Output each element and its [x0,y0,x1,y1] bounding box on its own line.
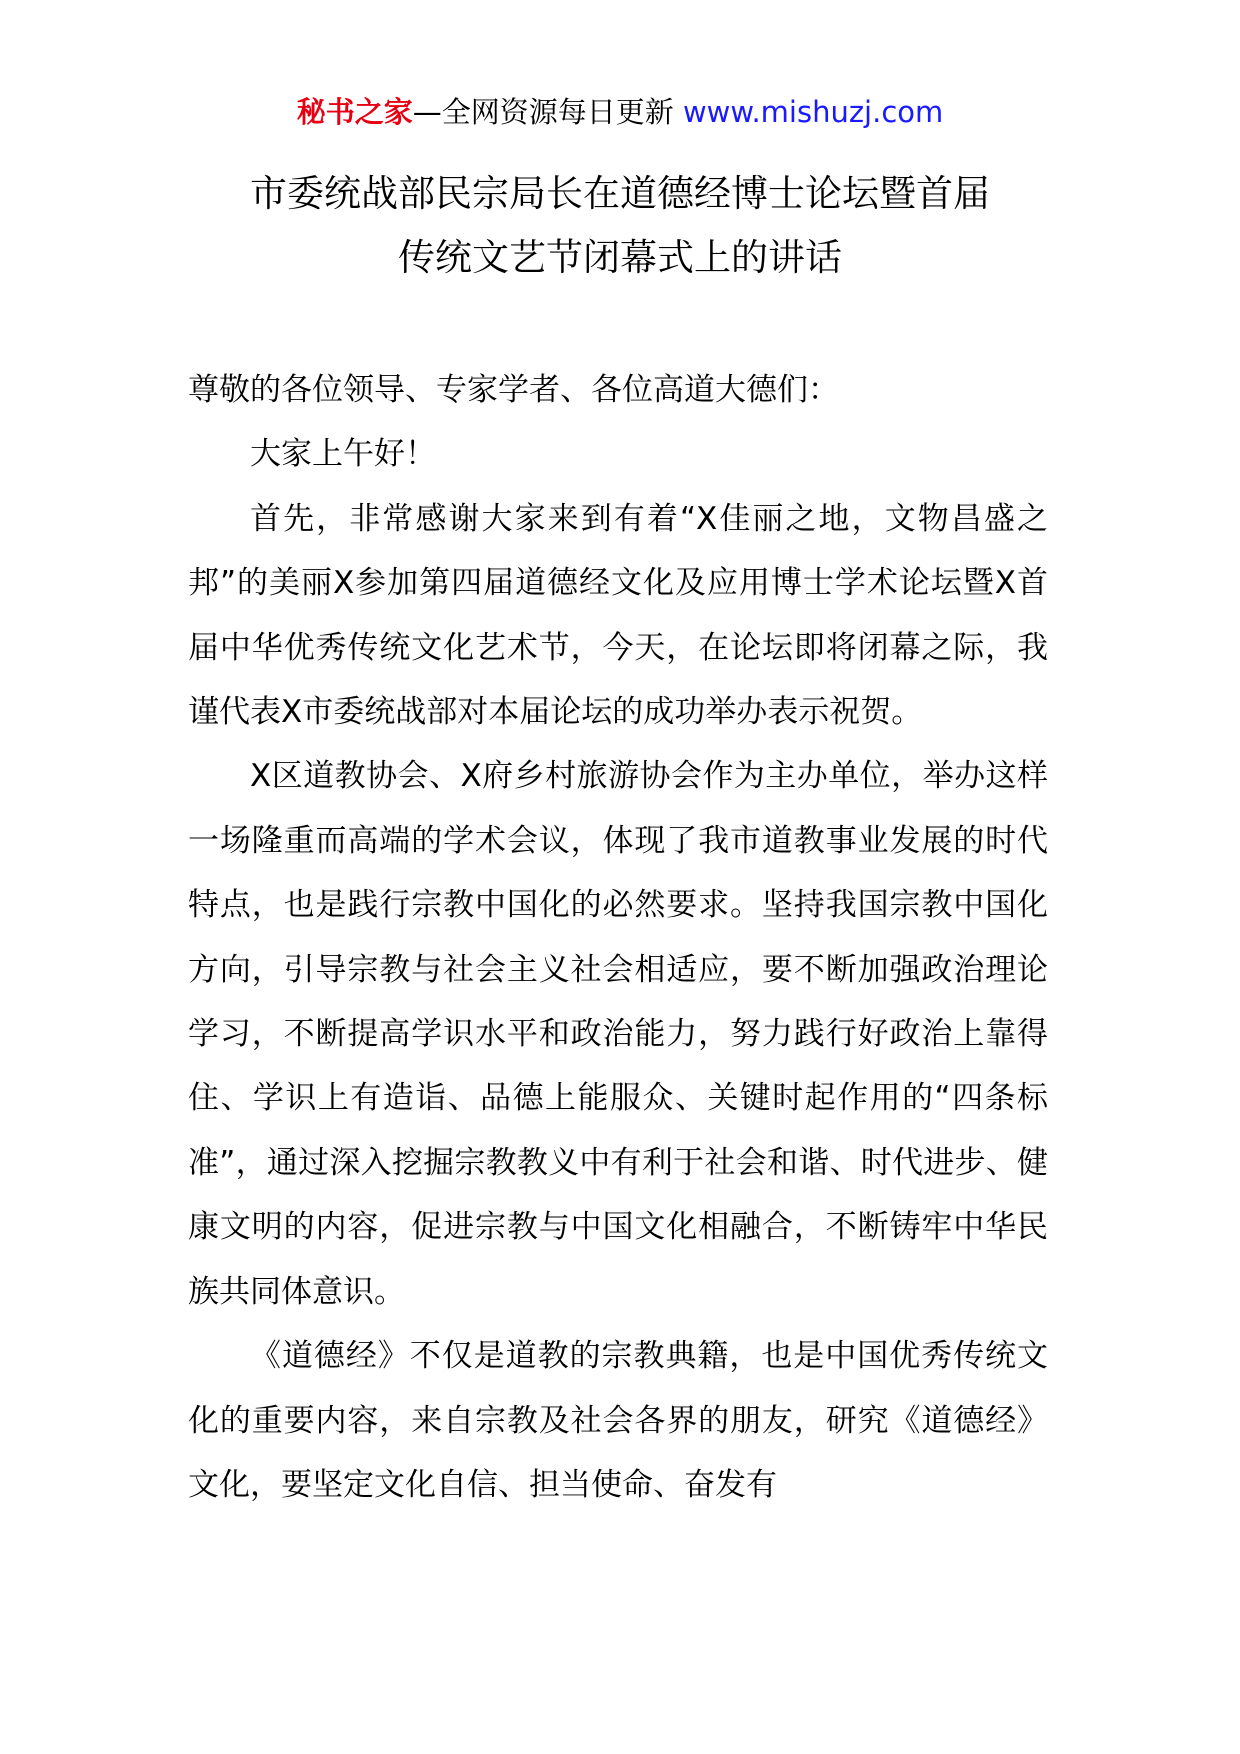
paragraph: X区道教协会、X府乡村旅游协会作为主办单位，举办这样一场隆重而高端的学术会议，体现了我市道教事业发展的时代特点，也是践行宗教中国化的必然要求。坚持我国宗教中国化方向，引导宗教与社会主义社会相适应，要不断加强政治理论学习，不断提高学识水平和政治能力，努力践行好政治上靠得住、学识上有造诣、品德上能服众、关键时起作用的“四条标准”，通过深入挖掘宗教教义中有利于社会和谐、时代进步、健康文明的内容，促进宗教与中国文化相融合，不断铸牢中华民族共同体意识。 [188,758,1048,1310]
greeting: 大家上午好！ [250,436,436,473]
site-brand: 秘书之家 [296,95,413,129]
paragraph: 《道德经》不仅是道教的宗教典籍，也是中国优秀传统文化的重要内容，来自宗教及社会各界的朋友，研究《道德经》文化，要坚定文化自信、担当使命、奋发有 [188,1338,1048,1503]
salutation: 尊敬的各位领导、专家学者、各位高道大德们： [188,372,839,408]
site-header [0,92,1240,132]
site-url[interactable]: www.mishuzj.com [682,95,944,129]
title-line-1: 市委统战部民宗局长在道德经博士论坛暨首届 [250,172,990,215]
paragraph: 首先，非常感谢大家来到有着“X佳丽之地，文物昌盛之邦”的美丽X参加第四届道德经文化及应用博士学术论坛暨X首届中华优秀传统文化艺术节，今天，在论坛即将闭幕之际，我谨代表X市委统战部对本届论坛的成功举办表示祝贺。 [188,500,1048,731]
document-title [150,162,1090,290]
document-body [188,358,1048,1517]
site-tagline: —全网资源每日更新 [412,95,674,129]
title-line-2: 传统文艺节闭幕式上的讲话 [398,236,842,279]
